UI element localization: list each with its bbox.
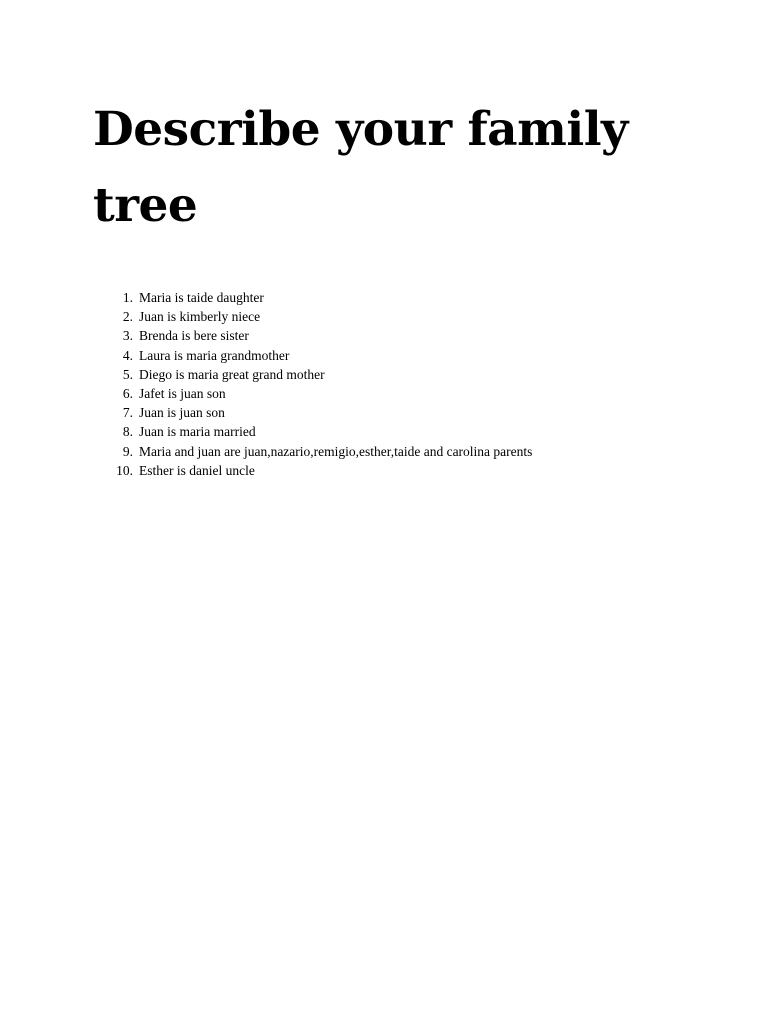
list-item (106, 307, 726, 326)
list-item-text: Juan is maria married (139, 424, 256, 440)
list-item-text: Laura is maria grandmother (139, 347, 290, 363)
list-item (106, 346, 726, 365)
list-item-text: Esther is daniel uncle (139, 462, 255, 478)
list-item-text: Diego is maria great grand mother (139, 366, 325, 382)
list-item-text: Juan is kimberly niece (139, 309, 261, 325)
list-item-text: Maria is taide daughter (139, 290, 264, 305)
list-item (106, 384, 726, 403)
page-title: Describe your family tree (93, 102, 628, 233)
list-item (106, 442, 726, 461)
list-item-number: 6. (122, 385, 133, 401)
relationship-list (106, 288, 726, 480)
list-item-text: Maria and juan are juan,nazario,remigio,esther,taide and carolina parents (139, 443, 533, 459)
list-item-number: 7. (122, 405, 133, 421)
list-item (106, 288, 726, 307)
list-item (106, 403, 726, 422)
list-item (106, 326, 726, 345)
list-item (106, 461, 726, 480)
list-item-number: 2. (122, 309, 133, 325)
list-item-text: Juan is juan son (139, 405, 225, 421)
list-item-number: 4. (122, 347, 133, 363)
list-item (106, 365, 726, 384)
list-item-text: Jafet is juan son (139, 385, 226, 401)
list-item-number: 5. (122, 366, 133, 382)
list-item-number: 9. (122, 443, 133, 459)
list-item-number: 1. (122, 290, 133, 305)
list-item-number: 8. (122, 424, 133, 440)
list-item-number: 10. (116, 462, 133, 478)
list-item-number: 3. (122, 328, 133, 344)
list-item-text: Brenda is bere sister (139, 328, 249, 344)
list-item (106, 422, 726, 441)
